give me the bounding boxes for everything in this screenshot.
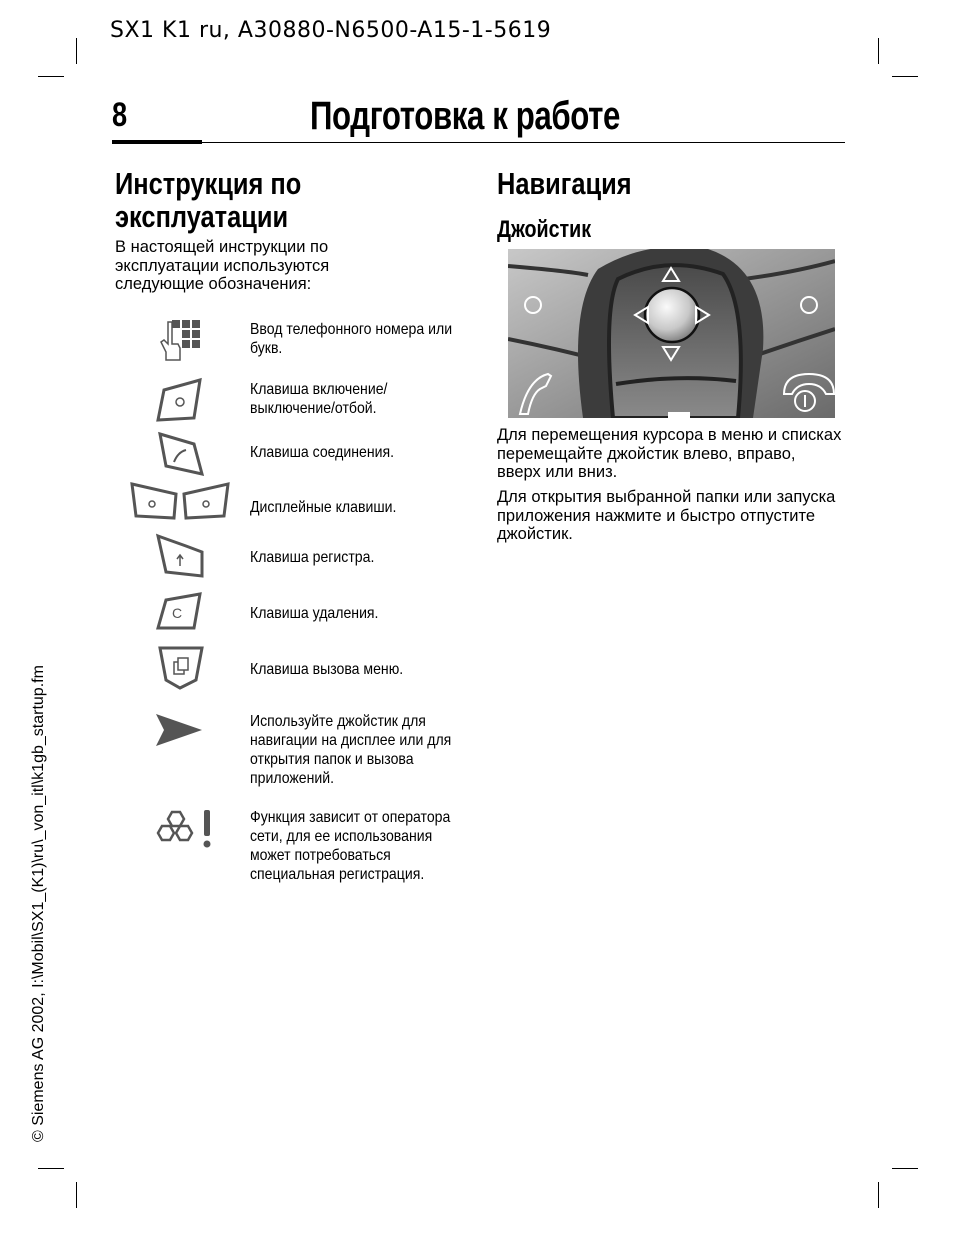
intro-text: В настоящей инструкции по эксплуатации используются следующие обозначения:: [115, 238, 330, 293]
crop-mark: [892, 76, 918, 77]
document-id: SX1 K1 ru, A30880-N6500-A15-1-5619: [110, 18, 552, 43]
subheading-joystick: Джойстик: [497, 216, 592, 243]
crop-mark: [38, 1168, 64, 1169]
soft-keys-icon: [128, 480, 232, 522]
title-rule: [112, 142, 845, 143]
joystick-illustration: [508, 249, 835, 418]
legend-text: Дисплейные клавиши.: [250, 499, 397, 516]
copyright-sidebar: © Siemens AG 2002, I:\Mobil\SX1_(K1)\ru\_von_itl\k1gb_startup.fm: [30, 665, 47, 1142]
page-title: Подготовка к работе: [310, 94, 620, 138]
call-key-icon: [150, 430, 212, 480]
shift-key-icon: [150, 532, 212, 582]
svg-text:C: C: [172, 605, 183, 621]
legend-text: Используйте джойстик для навигации на дисплее или для открытия папок и вызова приложений.: [250, 713, 452, 787]
heading-line: эксплуатации: [115, 199, 289, 234]
legend-text: Клавиша соединения.: [250, 444, 395, 461]
clear-key-icon: [150, 590, 212, 640]
legend-text: Клавиша включение/ выключение/отбой.: [250, 381, 388, 417]
heading-line: Инструкция по: [115, 166, 302, 201]
crop-mark: [892, 1168, 918, 1169]
crop-mark: [878, 1182, 879, 1208]
legend-text: Клавиша удаления.: [250, 605, 379, 622]
crop-mark: [38, 76, 64, 77]
legend-text: Клавиша вызова меню.: [250, 661, 404, 678]
end-key-icon: [150, 376, 212, 426]
legend-text: Функция зависит от оператора сети, для ее использования может потребоваться специальная регистрация.: [250, 809, 451, 883]
menu-key-icon: [150, 644, 212, 694]
legend-text: Ввод телефонного номера или букв.: [250, 321, 453, 357]
crop-mark: [76, 1182, 77, 1208]
paragraph-navigation: Для перемещения курсора в меню и списках перемещайте джойстик влево, вправо, вверх или вниз.: [497, 426, 842, 481]
keypad-hand-icon: [150, 316, 212, 366]
paragraph-open: Для открытия выбранной папки или запуска приложения нажмите и быстро отпустите джойстик.: [497, 488, 836, 543]
section-heading-navigation: Навигация: [497, 166, 632, 201]
crop-mark: [878, 38, 879, 64]
operator-function-icon: [150, 806, 212, 856]
legend-text: Клавиша регистра.: [250, 549, 375, 566]
joystick-arrow-icon: [150, 706, 212, 756]
page-number: 8: [112, 96, 128, 134]
section-heading-manual: [115, 167, 301, 233]
crop-mark: [76, 38, 77, 64]
